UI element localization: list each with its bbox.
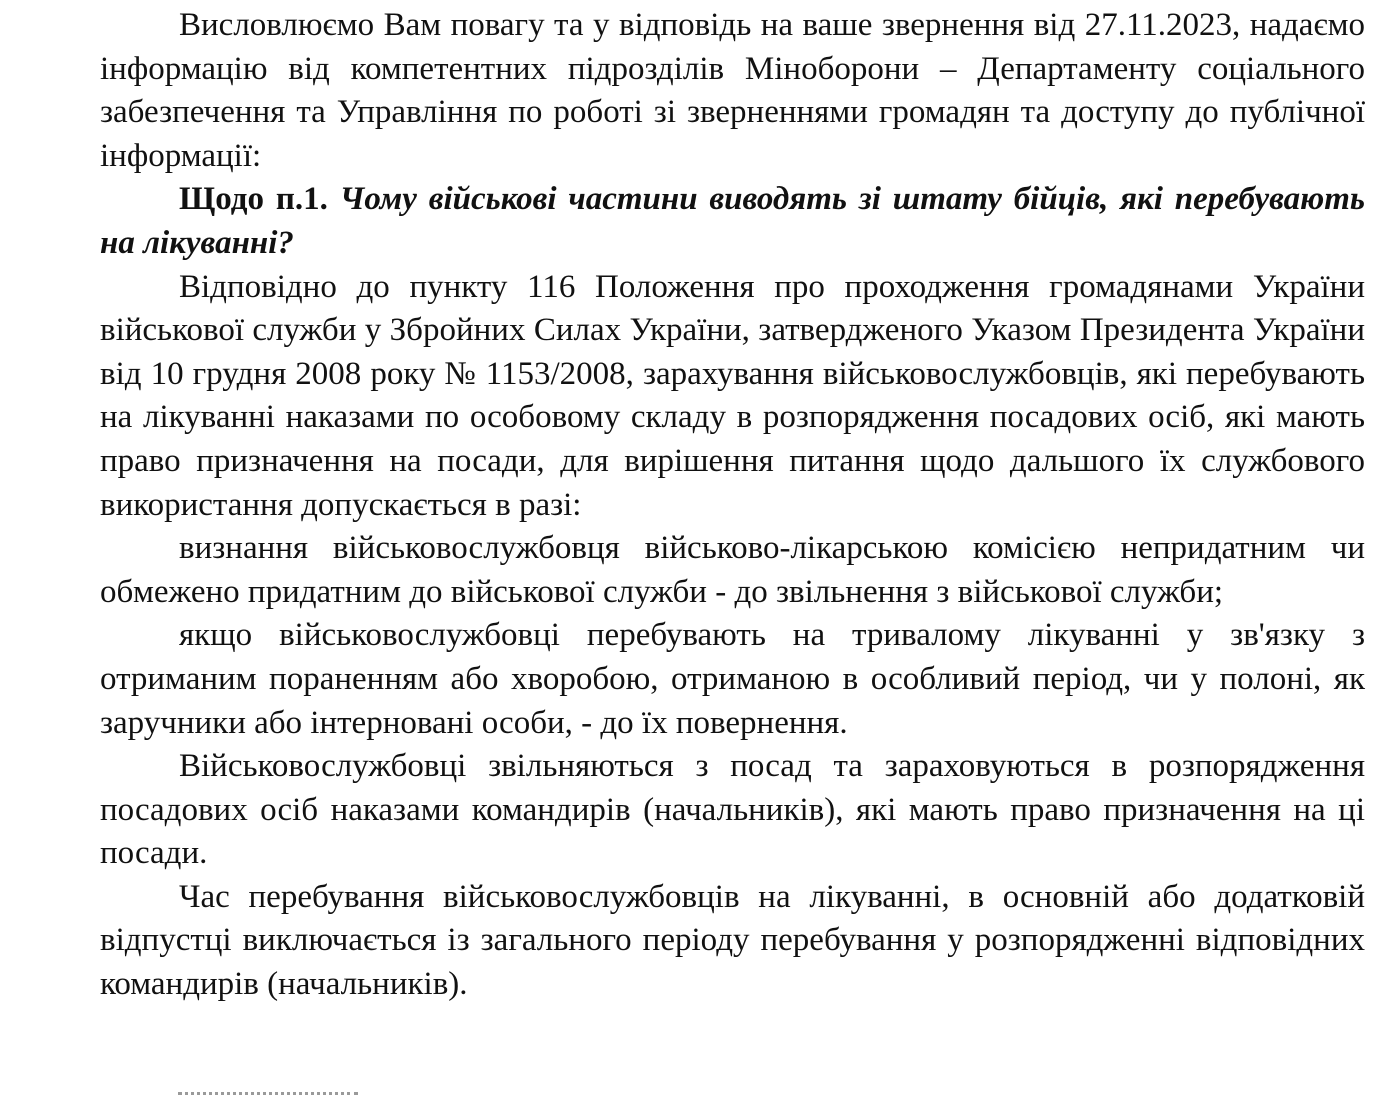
- intro-paragraph: Висловлюємо Вам повагу та у відповідь на ваше звернення від 27.11.2023, надаємо інформацію від компетентних підрозділів Міноборони – Департаменту соціального забезпечення та Управління по роботі зі зверненнями громадян та доступу до публічної інформації:: [100, 7, 1365, 174]
- question-paragraph: [100, 178, 1365, 265]
- question-text: Чому військові частини виводять зі штату бійців, які перебувають на лікуванні?: [100, 181, 1366, 261]
- condition-item-2: якщо військовослужбовці перебувають на тривалому лікуванні у зв'язку з отриманим пораненням або хворобою, отриманою в особливий період, чи у полоні, як заручники або інтерновані особи, - до їх повернення.: [100, 617, 1365, 741]
- condition-item-1: визнання військовослужбовця військово-лікарською комісією непридатним чи обмежено придатним до військової служби - до звільнення з військової служби;: [100, 530, 1365, 610]
- letter-body: [100, 4, 1365, 1007]
- dismissal-paragraph: Військовослужбовці звільняються з посад та зараховуються в розпорядження посадових осіб наказами командирів (начальників), які мають право призначення на ці посади.: [100, 748, 1365, 872]
- legal-basis-paragraph: Відповідно до пункту 116 Положення про проходження громадянами України військової служби у Збройних Силах України, затвердженого Указом Президента України від 10 грудня 2008 року № 1153/2008, зарахування військовослужбовців, які перебувають на лікуванні наказами по особовому складу в розпорядження посадових осіб, які мають право призначення на посади, для вирішення питання щодо дальшого їх службового використання допускається в разі:: [100, 268, 1365, 523]
- question-label: Щодо п.1.: [179, 181, 328, 218]
- treatment-time-paragraph: Час перебування військовослужбовців на лікуванні, в основній або додатковій відпустці виключається із загального періоду перебування у розпорядженні відповідних командирів (начальників).: [100, 878, 1365, 1003]
